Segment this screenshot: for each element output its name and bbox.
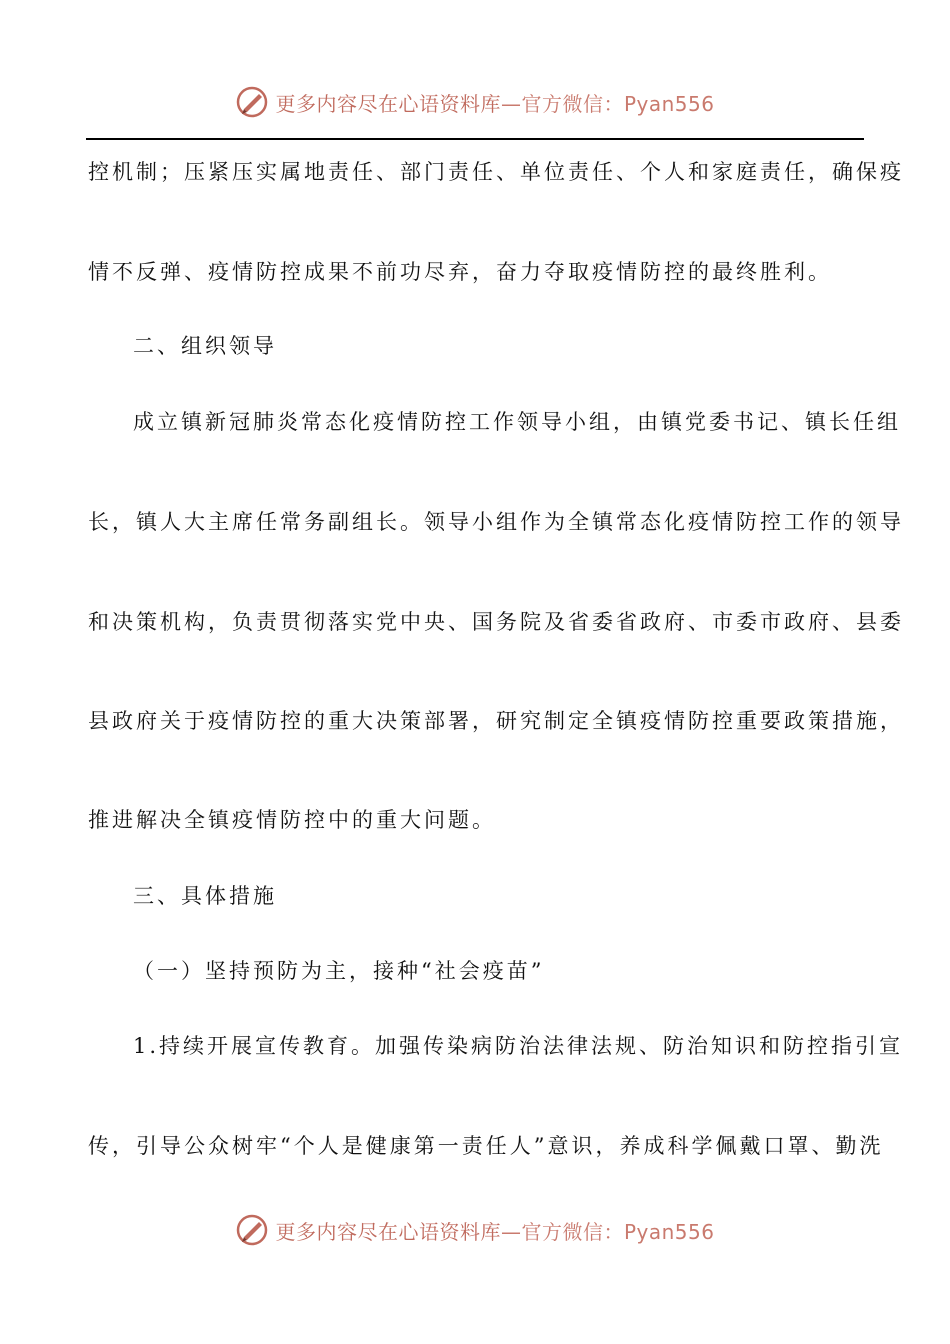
header-divider [86,138,864,140]
footer-brand-text: 更多内容尽在心语资料库 [275,1219,501,1244]
header-banner-text [275,88,714,117]
header-wechat-text: 官方微信：Pyan556 [521,91,715,116]
body-line-8: 推进解决全镇疫情防控中的重大问题。 [88,808,496,832]
footer-dash: — [500,1219,522,1244]
body-line-1: 控机制；压紧压实属地责任、部门责任、单位责任、个人和家庭责任，确保疫 [88,160,904,184]
body-line-11: 1.持续开展宣传教育。加强传染病防治法律法规、防治知识和防控指引宣 [133,1034,904,1058]
subsection-heading-1: （一）坚持预防为主，接种“社会疫苗” [133,959,545,983]
header-brand-text: 更多内容尽在心语资料库 [275,91,501,116]
body-line-4: 成立镇新冠肺炎常态化疫情防控工作领导小组，由镇党委书记、镇长任组 [133,410,901,434]
body-line-12: 传，引导公众树牢“个人是健康第一责任人”意识，养成科学佩戴口罩、勤洗 [88,1134,884,1158]
section-heading-2: 二、组织领导 [133,334,277,358]
header-dash: — [500,91,522,116]
body-line-7: 县政府关于疫情防控的重大决策部署，研究制定全镇疫情防控重要政策措施， [88,709,904,733]
header-banner [0,82,950,122]
body-line-6: 和决策机构，负责贯彻落实党中央、国务院及省委省政府、市委市政府、县委 [88,610,904,634]
body-line-2: 情不反弹、疫情防控成果不前功尽弃，奋力夺取疫情防控的最终胜利。 [88,260,832,284]
footer-banner-text [275,1216,714,1245]
footer-banner [0,1210,950,1250]
pen-logo-icon [235,85,269,119]
body-line-5: 长，镇人大主席任常务副组长。领导小组作为全镇常态化疫情防控工作的领导 [88,510,904,534]
footer-wechat-text: 官方微信：Pyan556 [521,1219,715,1244]
pen-logo-icon [235,1213,269,1247]
section-heading-3: 三、具体措施 [133,884,277,908]
